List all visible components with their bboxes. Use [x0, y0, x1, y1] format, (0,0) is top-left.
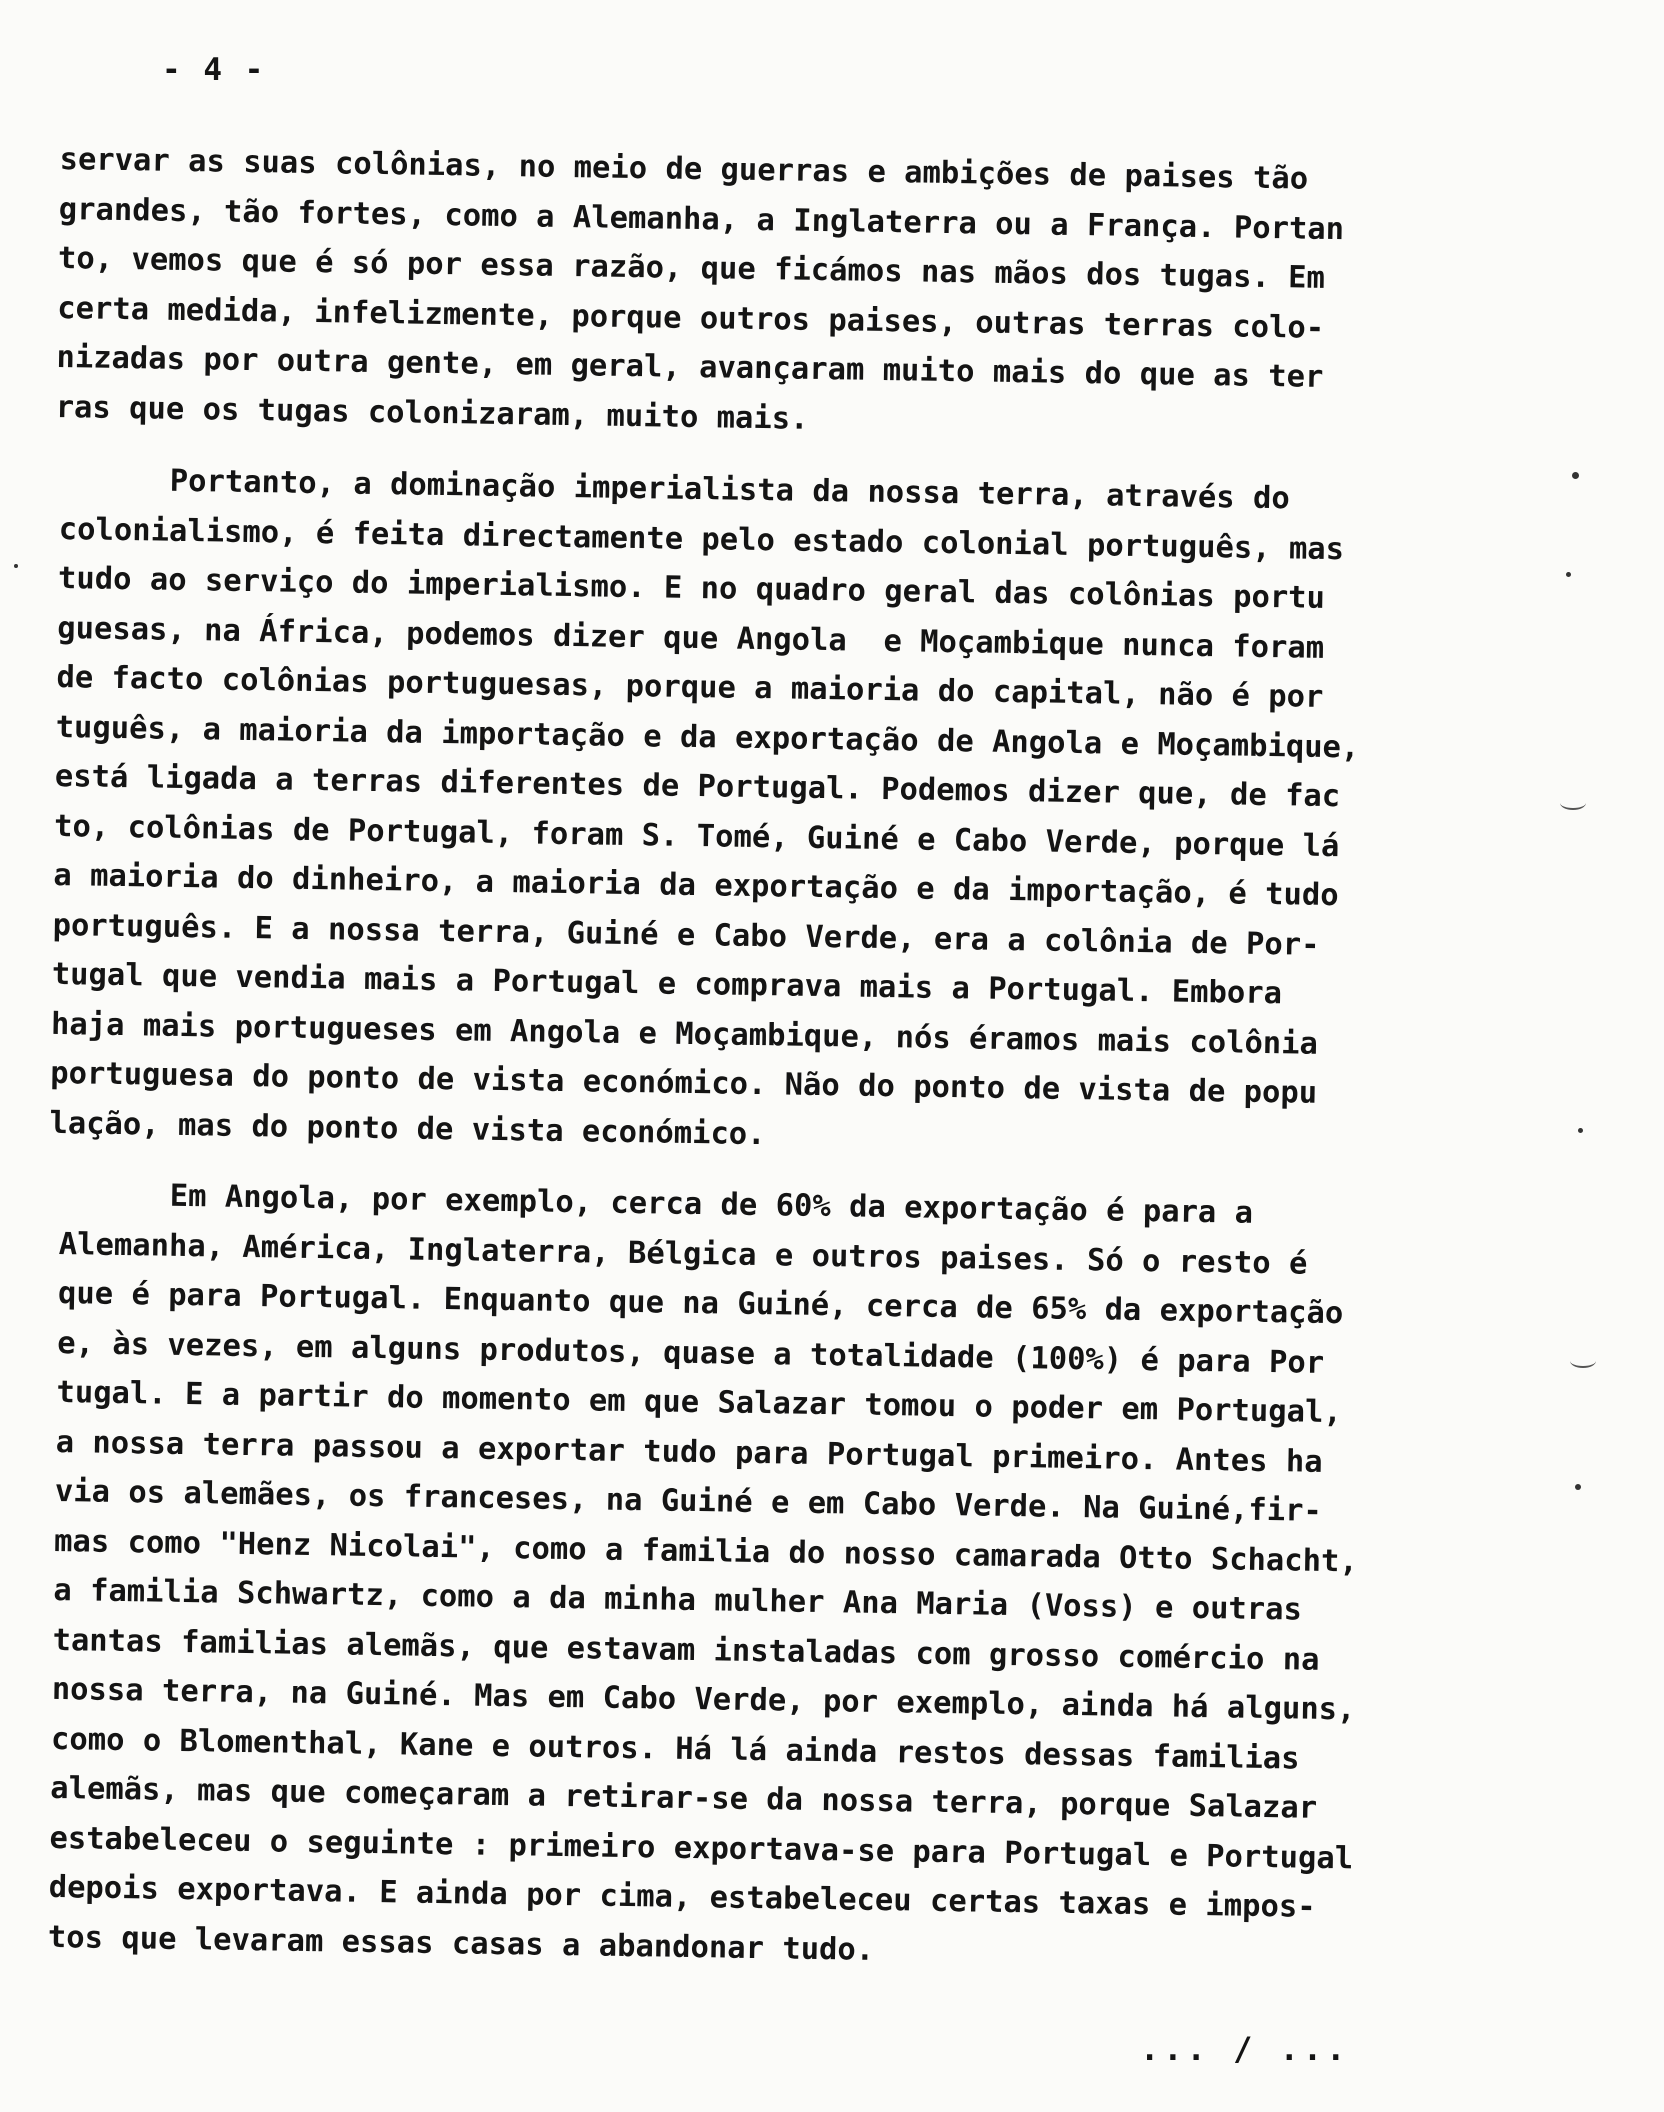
text-line: grandes, tão fortes, como a Alemanha, a Inglaterra ou a França. Portan: [58, 191, 1345, 247]
text-line: servar as suas colônias, no meio de guerras e ambições de paises tão: [59, 141, 1309, 197]
text-line: estabeleceu o seguinte : primeiro exportava-se para Portugal e Portugal: [49, 1820, 1354, 1876]
text-line: depois exportava. E ainda por cima, estabeleceu certas taxas e impos-: [48, 1869, 1316, 1925]
text-line: to, vemos que é só por essa razão, que ficámos nas mãos dos tugas. Em: [57, 240, 1326, 296]
text-line: via os alemães, os franceses, na Guiné e em Cabo Verde. Na Guiné,fir-: [54, 1473, 1323, 1529]
text-line: tugal que vendia mais a Portugal e comprava mais a Portugal. Embora: [51, 956, 1283, 1012]
margin-dot-mark: [14, 564, 18, 568]
text-line: alemãs, mas que começaram a retirar-se da nossa terra, porque Salazar: [50, 1770, 1318, 1826]
text-line: Alemanha, América, Inglaterra, Bélgica e outros paises. Só o resto é: [58, 1226, 1308, 1282]
text-line: nizadas por outra gente, em geral, avançaram muito mais do que as ter: [56, 339, 1324, 395]
text-line: a maioria do dinheiro, a maioria da exportação e da importação, é tudo: [53, 857, 1339, 914]
text-line: tos que levaram essas casas a abandonar tudo.: [47, 1919, 875, 1968]
text-line: guesas, na África, podemos dizer que Angola e Moçambique nunca foram: [57, 610, 1325, 666]
text-line: mas como "Henz Nicolai", como a familia do nosso camarada Otto Schacht,: [53, 1523, 1359, 1579]
margin-dot-mark: [1575, 1484, 1581, 1490]
text-line: tantas familias alemãs, que estavam instaladas com grosso comércio na: [52, 1622, 1320, 1678]
text-line: portuguesa do ponto de vista económico. Não do ponto de vista de popu: [50, 1055, 1318, 1111]
margin-curve-mark: [1560, 796, 1586, 810]
text-line: tugal. E a partir do momento em que Salazar tomou o poder em Portugal,: [56, 1374, 1343, 1431]
text-line: lação, mas do ponto de vista económico.: [49, 1105, 766, 1152]
text-line: nossa terra, na Guiné. Mas em Cabo Verde, por exemplo, ainda há alguns,: [51, 1671, 1356, 1728]
paragraph-3: [48, 1170, 1500, 1985]
text-line: como o Blomenthal, Kane e outros. Há lá ainda restos dessas familias: [50, 1721, 1300, 1777]
text-line: ras que os tugas colonizaram, muito mais.: [55, 389, 809, 437]
text-line: a familia Schwartz, como a da minha mulher Ana Maria (Voss) e outras: [53, 1572, 1303, 1628]
page-number: - 4 -: [162, 52, 266, 88]
text-line: está ligada a terras diferentes de Portugal. Podemos dizer que, de fac: [54, 758, 1341, 815]
text-line: a nossa terra passou a exportar tudo para Portugal primeiro. Antes ha: [55, 1424, 1323, 1480]
text-line: de facto colônias portuguesas, porque a maioria do capital, não é por: [56, 659, 1324, 715]
text-line: to, colônias de Portugal, foram S. Tomé, Guiné e Cabo Verde, porque lá: [53, 808, 1340, 864]
text-line: colonialismo, é feita directamente pelo estado colonial português, mas: [58, 511, 1345, 567]
margin-dot-mark: [1572, 472, 1579, 479]
text-line: Portanto, a dominação imperialista da nossa terra, através do: [59, 461, 1291, 517]
text-line: que é para Portugal. Enquanto que na Guiné, cerca de 65% da exportação: [57, 1275, 1344, 1332]
continuation-marker: ... / ...: [1140, 2030, 1350, 2068]
text-line: português. E a nossa terra, Guiné e Cabo Verde, era a colônia de Por-: [52, 907, 1320, 963]
text-line: e, às vezes, em alguns produtos, quase a totalidade (100%) é para Por: [57, 1325, 1325, 1381]
text-line: tudo ao serviço do imperialismo. E no quadro geral das colônias portu: [57, 560, 1326, 616]
margin-dot-mark: [1578, 1128, 1583, 1133]
paragraph-2: [49, 455, 1500, 1171]
text-line: haja mais portugueses em Angola e Moçambique, nós éramos mais colônia: [50, 1006, 1319, 1062]
text-line: Em Angola, por exemplo, cerca de 60% da exportação é para a: [59, 1176, 1254, 1231]
text-line: certa medida, infelizmente, porque outros paises, outras terras colo-: [57, 290, 1325, 346]
margin-dot-mark: [1566, 572, 1571, 577]
text-line: tuguês, a maioria da importação e da exportação de Angola e Moçambique,: [55, 709, 1360, 765]
paragraph-1: [55, 135, 1499, 455]
margin-curve-mark: [1570, 1354, 1596, 1368]
